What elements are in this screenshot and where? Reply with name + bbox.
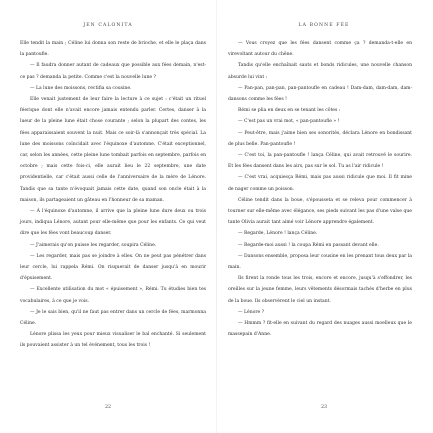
- paragraph: — Vous croyez que les fées dansent comme ça ? demanda-t-elle en virevoltant autour du chêne.: [228, 41, 412, 58]
- left-running-head: JEN CALONITA: [83, 23, 133, 28]
- paragraph: — Je le sais bien, qu'il ne faut pas entrer dans un cercle de fées, marmonna Céline.: [20, 309, 206, 327]
- paragraph: — Il faudra donner autant de cadeaux que possible aux fées demain, n'est-ce pas ? demanda la petite. Comme c'est la nouvelle lune ?: [20, 63, 206, 80]
- right-page: [216, 0, 432, 433]
- paragraph: Ils firent la ronde tous les trois, encore et encore, jusqu'à s'effondrer, les oreilles sur la jeune femme, leurs vêtements désormais tachés d'herbe en plus de la boue. Ils observèrent le ciel un instant.: [228, 276, 412, 304]
- paragraph: — Excellente utilisation du mot « épuisement », Rémi. Tu étudies bien tes vocabulaires, à ce que je vois.: [20, 287, 206, 304]
- paragraph: — C'est vrai, acquiesça Rémi, mais pas aussi ridicule que moi. Il fit mine de nager comme un poisson.: [228, 175, 412, 192]
- paragraph: — C'est toi, la pan-pantoufle ! lança Céline, qui avait retrouvé le sourire. Et les fées dansent dans les airs, pas sur le sol. Tu as l'air ridicule !: [228, 153, 412, 170]
- paragraph: Lénore plissa les yeux pour mieux visualiser le bal enchanté. Si seulement ils pouvaient assister à un tel événement, tous les trois !: [20, 332, 206, 349]
- paragraph: — J'aimerais qu'on puisse les regarder, soupira Céline.: [30, 242, 157, 248]
- paragraph: — La lune des moissons, rectifia sa cousine.: [30, 85, 132, 91]
- paragraph: — Pan-pan, pan-pan, pan-pantoufle en cadeau ! Dam-dam, dam-dam, dam-dansons comme les fées !: [228, 85, 412, 103]
- paragraph: — Regarde-moi aussi ! la coupa Rémi en passant devant elle.: [238, 242, 379, 248]
- paragraph: Céline tendit dans la boue, s'épousseta et se releva pour commencer à tourner sur elle-même avec élégance, ses pieds suivant les pas d'une valse que tante Olivia aurait tant aimé voir Lénore apprendre également.: [228, 197, 412, 226]
- paragraph: Rémi se plia en deux en se tenant les côtes :: [238, 108, 341, 114]
- paragraph: — Les regarder, mais pas se joindre à elles. On ne peut pas pénétrer dans leur cercle, lui rappela Rémi. On risquerait de danser jusqu'à en mourir d'épuisement.: [20, 253, 206, 282]
- paragraph: — C'est pas un vrai mot, « pan-pantoufle » !: [238, 119, 340, 125]
- paragraph: Elle venait justement de leur faire la lecture à ce sujet : c'était un rituel féerique dont elle n'avait encore jamais entendu parler. Certes, danser à la lueur de la pleine lune était chose courante ; selon la plupart des contes, les fées apparaissaient souvent la nuit. Mais ce soir-là s'annonçait très spécial. La lune des moissons coïncidait avec l'équinoxe d'automne. C'était exceptionnel, car, selon les années, cette pleine lune tombait parfois en septembre, parfois en octobre ; mais cette fois-ci, elle aurait lieu le 22 septembre, une date providentielle, car c'était aussi celle de l'anniversaire de la mère de Lénore. Tandis que sa tante n'évoquait jamais cette date, quand son oncle était à la maison, ils partageaient un gâteau en l'honneur de sa maman.: [20, 97, 206, 203]
- paragraph: — Dansons ensemble, proposa leur cousine en les prenant tous deux par la main.: [228, 253, 412, 271]
- paragraph: Tandis qu'elle enchaînait sauts et bonds ridicules, une nouvelle chanson absurde lui vint :: [228, 63, 412, 80]
- right-running-head: LA BONNE FÉE: [298, 23, 350, 28]
- left-page-body: [20, 38, 206, 352]
- paragraph: — Regarde, Lénore ! lança Céline.: [238, 231, 318, 237]
- paragraph: Elle tendit la main ; Céline lui donna son reste de brioche, et elle le plaça dans la pantoufle.: [20, 41, 206, 58]
- left-page-number: 22: [104, 405, 112, 410]
- paragraph: — Hmmm ? fit-elle en suivant du regard des nuages aussi moelleux que le massepain d'Anne.: [228, 321, 412, 338]
- left-page: [0, 0, 216, 433]
- paragraph: — Peut-être, mais j'aime bien ses sonorités, déclara Lénore en bondissant de plus belle. Pan-pantoufle !: [228, 130, 412, 147]
- paragraph: — Lénore ?: [238, 309, 265, 315]
- right-page-number: 23: [320, 405, 328, 410]
- right-page-body: [228, 38, 412, 340]
- paragraph: — À l'équinoxe d'automne, il arrive que la pleine lune dure deux ou trois jours, indiqua Lénore, autant pour elle-même que pour les enfants. Ce qui veut dire que les fées vont beaucoup danser.: [20, 209, 206, 237]
